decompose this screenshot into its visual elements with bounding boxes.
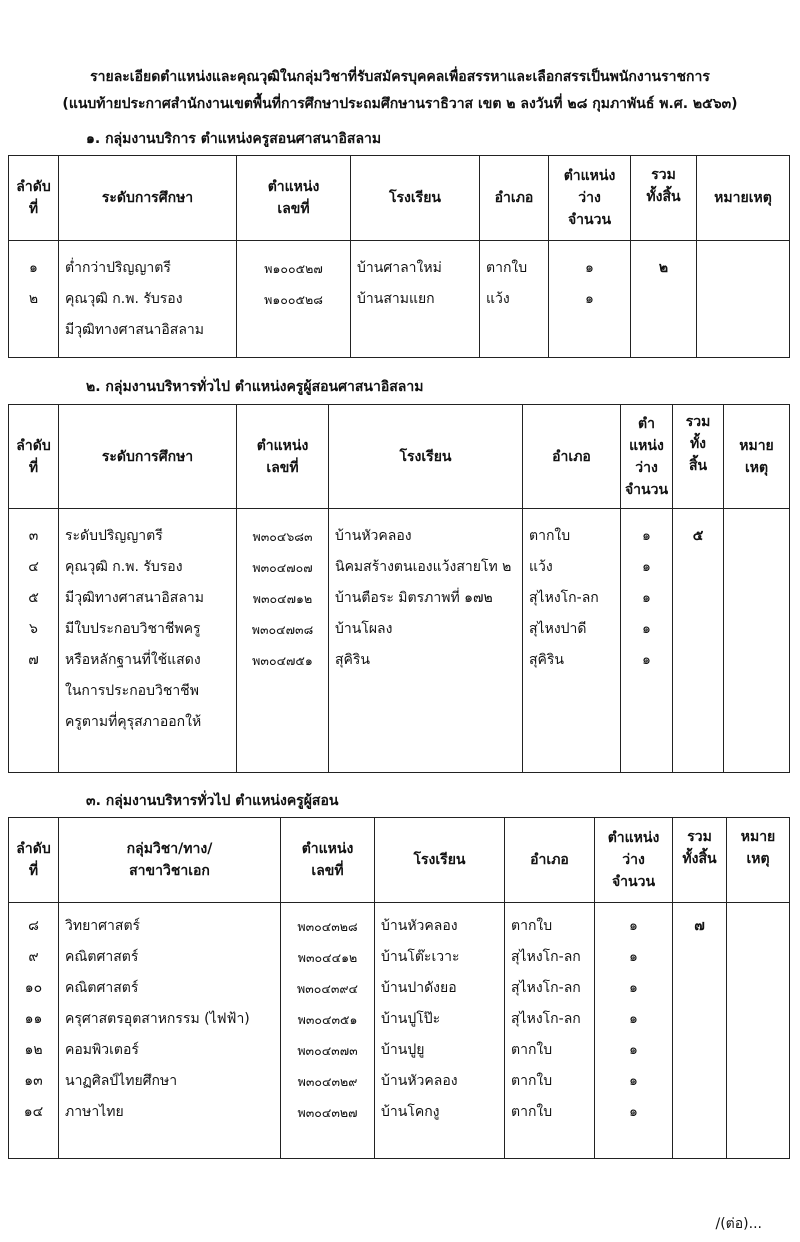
position-no-value: พ๓๐๔๓๒๗ [297, 1105, 358, 1120]
order-value: ๑๐ [24, 980, 43, 996]
subject-value: ภาษาไทย [65, 1104, 124, 1120]
section2-header-row [9, 405, 790, 509]
vacancy-value: ๑ [642, 559, 651, 575]
col-vacancy-header: ตำแหน่ง ว่าง จำนวน [595, 818, 673, 903]
school-value: บ้านตือระ มิตรภาพที่ ๑๗๒ [335, 590, 493, 606]
col-vacancy-header: ตำ แหน่ง ว่าง จำนวน [621, 405, 673, 509]
district-value: สุคิริน [529, 652, 564, 668]
section3-body-row [9, 903, 790, 1159]
school-value: บ้านโผลง [335, 621, 393, 637]
district-cell [523, 509, 621, 773]
col-district-header: อำเภอ [505, 818, 595, 903]
position-no-value: พ๓๐๔๗๓๘ [251, 622, 314, 637]
position-no-value: พ๓๐๔๓๙๔ [296, 981, 359, 996]
col-school-header: โรงเรียน [375, 818, 505, 903]
section2-body-row [9, 509, 790, 773]
district-cell [480, 241, 549, 358]
section3-heading: ๓. กลุ่มงานบริหารทั่วไป ตำแหน่งครูผู้สอน [86, 793, 339, 809]
order-value: ๒ [28, 291, 39, 307]
school-value: บ้านปูยู [381, 1042, 425, 1058]
total-cell [673, 903, 727, 1159]
vacancy-value: ๑ [642, 590, 651, 606]
school-value: บ้านปูโป๊ะ [381, 1011, 441, 1027]
remark-cell [727, 903, 790, 1159]
col-total-header: รวม ทั้ง สิ้น [673, 405, 724, 509]
col-school-header: โรงเรียน [351, 156, 480, 241]
education-cell [59, 241, 237, 358]
vacancy-value: ๑ [629, 980, 638, 996]
col-order-header: ลำดับ ที่ [9, 156, 59, 241]
vacancy-value: ๑ [629, 1011, 638, 1027]
document-title: รายละเอียดตำแหน่งและคุณวุฒิในกลุ่มวิชาที่รับสมัครบุคคลเพื่อสรรหาและเลือกสรรเป็นพนักงานราชการ [90, 69, 710, 85]
order-value: ๑๑ [24, 1011, 43, 1027]
order-cell [9, 509, 59, 773]
education-line: มีวุฒิทางศาสนาอิสลาม [65, 590, 205, 606]
school-value: บ้านหัวคลอง [335, 528, 412, 544]
vacancy-value: ๑ [629, 1104, 638, 1120]
vacancy-value: ๑ [585, 260, 594, 276]
school-value: นิคมสร้างตนเองแว้งสายโท ๒ [335, 559, 512, 575]
section1-heading: ๑. กลุ่มงานบริการ ตำแหน่งครูสอนศาสนาอิสลาม [86, 131, 382, 147]
col-order-header: ลำดับ ที่ [9, 818, 59, 903]
education-line: ครูตามที่คุรุสภาออกให้ [65, 714, 202, 730]
remark-cell [697, 241, 790, 358]
vacancy-value: ๑ [629, 1042, 638, 1058]
order-cell [9, 241, 59, 358]
total-value: ๗ [694, 918, 705, 934]
col-district-header: อำเภอ [523, 405, 621, 509]
position-no-value: พ๓๐๔๓๕๑ [297, 1012, 358, 1027]
district-value: สุไหงปาดี [529, 621, 587, 637]
education-line: หรือหลักฐานที่ใช้แสดง [65, 652, 201, 668]
vacancy-cell [549, 241, 631, 358]
total-value: ๕ [692, 528, 704, 544]
order-cell [9, 903, 59, 1159]
district-value: ตากใบ [486, 260, 528, 276]
position-no-value: พ๑๐๐๕๒๗ [264, 261, 323, 276]
district-value: ตากใบ [511, 918, 553, 934]
order-value: ๑ [29, 260, 38, 276]
section3-table [8, 817, 790, 1159]
education-line: คุณวุฒิ ก.พ. รับรอง [65, 559, 183, 575]
col-position-no-header: ตำแหน่ง เลขที่ [281, 818, 375, 903]
school-cell [375, 903, 505, 1159]
total-value: ๒ [658, 260, 669, 276]
vacancy-cell [621, 509, 673, 773]
school-value: บ้านศาลาใหม่ [357, 260, 442, 276]
vacancy-value: ๑ [642, 528, 651, 544]
total-cell [631, 241, 697, 358]
col-total-header: รวม ทั้งสิ้น [673, 818, 727, 903]
col-school-header: โรงเรียน [329, 405, 523, 509]
school-value: สุคิริน [335, 652, 370, 668]
vacancy-value: ๑ [642, 621, 651, 637]
position-no-value: พ๓๐๔๓๒๙ [297, 1074, 358, 1089]
order-value: ๖ [29, 621, 38, 637]
col-position-no-header: ตำแหน่ง เลขที่ [237, 405, 329, 509]
col-remark-header: หมาย เหตุ [724, 405, 790, 509]
subject-value: คณิตศาสตร์ [65, 980, 139, 996]
education-cell [59, 509, 237, 773]
section1-header-row [9, 156, 790, 241]
subject-value: คณิตศาสตร์ [65, 949, 139, 965]
position-no-value: พ๓๐๔๓๒๘ [297, 919, 358, 934]
education-line: ระดับปริญญาตรี [65, 528, 163, 544]
district-cell [505, 903, 595, 1159]
school-value: บ้านสามแยก [357, 291, 435, 307]
order-value: ๑๓ [24, 1073, 43, 1089]
position-no-value: พ๓๐๔๖๘๓ [252, 529, 313, 544]
school-value: บ้านหัวคลอง [381, 1073, 458, 1089]
order-value: ๑๒ [24, 1042, 43, 1058]
subject-value: ครุศาสตรอุตสาหกรรม (ไฟฟ้า) [65, 1011, 250, 1027]
school-value: บ้านหัวคลอง [381, 918, 458, 934]
section2-heading: ๒. กลุ่มงานบริหารทั่วไป ตำแหน่งครูผู้สอนศาสนาอิสลาม [86, 379, 424, 395]
col-vacancy-header: ตำแหน่ง ว่าง จำนวน [549, 156, 631, 241]
district-value: สุไหงโก-ลก [511, 949, 581, 965]
school-value: บ้านปาดังยอ [381, 980, 457, 996]
position-no-value: พ๑๐๐๕๒๘ [264, 292, 323, 307]
position-no-value: พ๓๐๔๗๐๗ [252, 560, 313, 575]
education-line: ต่ำกว่าปริญญาตรี [65, 260, 171, 276]
district-value: สุไหงโก-ลก [511, 1011, 581, 1027]
education-line: คุณวุฒิ ก.พ. รับรอง [65, 291, 183, 307]
total-cell [673, 509, 724, 773]
school-cell [351, 241, 480, 358]
district-value: แว้ง [486, 291, 510, 307]
section2-table [8, 404, 790, 773]
position-no-value: พ๓๐๔๗๕๑ [252, 653, 313, 668]
position-no-value: พ๓๐๔๓๗๓ [297, 1043, 358, 1058]
continued-note: /(ต่อ)... [715, 1216, 762, 1232]
district-value: สุไหงโก-ลก [529, 590, 599, 606]
col-remark-header: หมาย เหตุ [727, 818, 790, 903]
col-subject-header: กลุ่มวิชา/ทาง/ สาขาวิชาเอก [59, 818, 281, 903]
col-district-header: อำเภอ [480, 156, 549, 241]
subject-cell [59, 903, 281, 1159]
section1-table [8, 155, 790, 358]
education-line: มีใบประกอบวิชาชีพครู [65, 621, 201, 637]
order-value: ๑๔ [23, 1104, 44, 1120]
position-no-cell [237, 509, 329, 773]
order-value: ๓ [28, 528, 39, 544]
vacancy-value: ๑ [629, 949, 638, 965]
district-value: แว้ง [529, 559, 553, 575]
school-cell [329, 509, 523, 773]
vacancy-value: ๑ [629, 1073, 638, 1089]
education-line: มีวุฒิทางศาสนาอิสลาม [65, 322, 205, 338]
vacancy-value: ๑ [585, 291, 594, 307]
district-value: ตากใบ [511, 1073, 553, 1089]
education-line: ในการประกอบวิชาชีพ [65, 683, 199, 699]
col-order-header: ลำดับ ที่ [9, 405, 59, 509]
subject-value: คอมพิวเตอร์ [65, 1042, 139, 1058]
position-no-cell [281, 903, 375, 1159]
district-value: สุไหงโก-ลก [511, 980, 581, 996]
district-value: ตากใบ [511, 1104, 553, 1120]
section3-header-row [9, 818, 790, 903]
order-value: ๕ [28, 590, 39, 606]
district-value: ตากใบ [529, 528, 571, 544]
order-value: ๗ [28, 652, 39, 668]
position-no-cell [237, 241, 351, 358]
position-no-value: พ๓๐๔๔๑๒ [297, 950, 358, 965]
col-position-no-header: ตำแหน่ง เลขที่ [237, 156, 351, 241]
document-subtitle: (แนบท้ายประกาศสำนักงานเขตพื้นที่การศึกษาประถมศึกษานราธิวาส เขต ๒ ลงวันที่ ๒๘ กุมภาพันธ์ พ.ศ. ๒๕๖๓) [62, 96, 738, 112]
position-no-value: พ๓๐๔๗๑๒ [252, 591, 313, 606]
vacancy-cell [595, 903, 673, 1159]
order-value: ๘ [28, 918, 39, 934]
school-value: บ้านโคกงู [381, 1104, 440, 1120]
subject-value: นาฏศิลป์ไทยศึกษา [65, 1073, 178, 1089]
district-value: ตากใบ [511, 1042, 553, 1058]
order-value: ๔ [28, 559, 39, 575]
section1-body-row [9, 241, 790, 358]
vacancy-value: ๑ [642, 652, 651, 668]
school-value: บ้านโต๊ะเวาะ [381, 949, 460, 965]
remark-cell [724, 509, 790, 773]
col-remark-header: หมายเหตุ [697, 156, 790, 241]
col-education-header: ระดับการศึกษา [59, 405, 237, 509]
order-value: ๙ [28, 949, 39, 965]
col-total-header: รวม ทั้งสิ้น [631, 156, 697, 241]
col-education-header: ระดับการศึกษา [59, 156, 237, 241]
subject-value: วิทยาศาสตร์ [65, 918, 141, 934]
vacancy-value: ๑ [629, 918, 638, 934]
